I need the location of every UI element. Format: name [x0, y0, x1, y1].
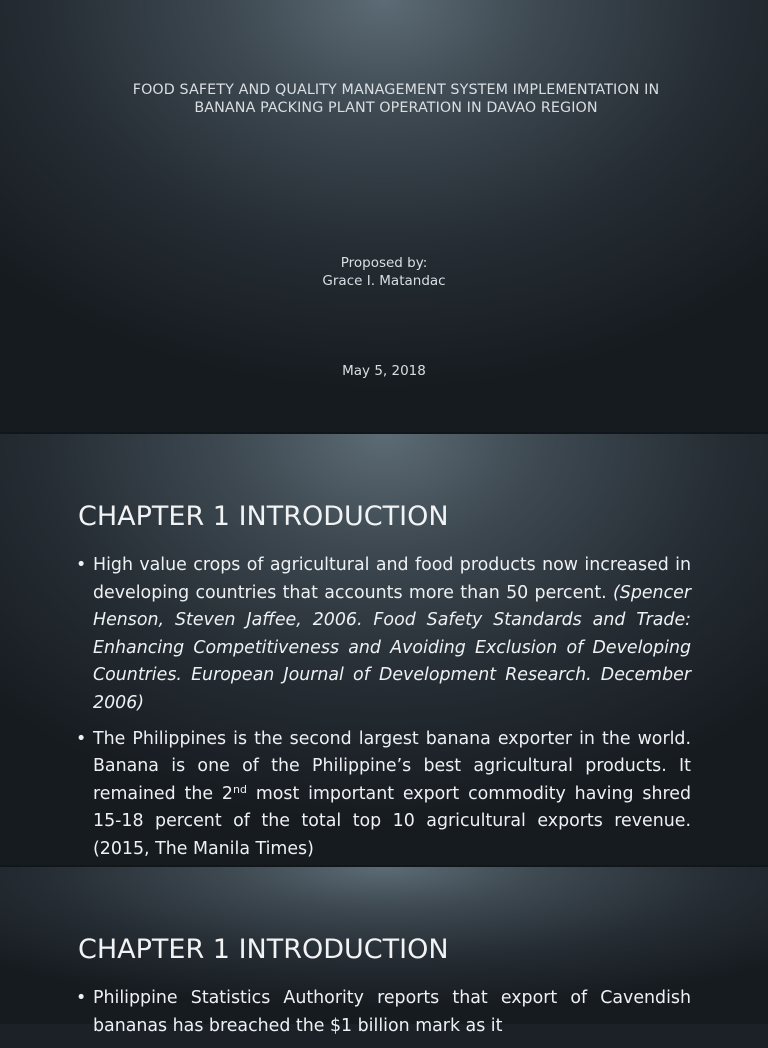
slide-heading: CHAPTER 1 INTRODUCTION [78, 934, 449, 965]
author-name: Grace I. Matandac [322, 273, 446, 289]
slide-heading: CHAPTER 1 INTRODUCTION [78, 501, 449, 532]
proposed-by-label: Proposed by: [340, 255, 428, 271]
bullet-item [76, 726, 691, 864]
bullet-marker: • [76, 728, 87, 749]
presentation-title [60, 82, 732, 117]
title-line-1: FOOD SAFETY AND QUALITY MANAGEMENT SYSTEM IMPLEMENTATION IN [132, 82, 660, 98]
bullet-text: High value crops of agricultural and food products now increased in developing countries that accounts more than 50 percent. [93, 555, 691, 603]
bullet-text: Philippine Statistics Authority reports that export of Cavendish bananas has breached the $1 billion mark as it [93, 988, 691, 1036]
bullet-item [76, 552, 691, 718]
bullet-marker: • [76, 988, 87, 1008]
title-line-2: BANANA PACKING PLANT OPERATION IN DAVAO REGION [194, 99, 598, 116]
bullet-item [76, 985, 691, 1040]
bullet-text: The Philippines is the second largest banana exporter in the world. Banana is one of the Philippine’s best agricultural products. It remained the 2 [93, 728, 691, 804]
bullet-text-continued: most important export commodity having shred 15-18 percent of the total top 10 agricultural exports revenue. (2015, The Manila Times) [93, 783, 691, 859]
presentation-date: May 5, 2018 [342, 363, 426, 379]
bullet-list [76, 552, 691, 872]
introduction-slide [0, 434, 768, 865]
introduction-slide-continued [0, 867, 768, 1036]
title-slide [0, 0, 768, 432]
bullet-marker: • [76, 555, 87, 575]
ordinal-superscript: nd [232, 782, 247, 796]
bullet-list [76, 985, 691, 1048]
bullet-citation: (Spencer Henson, Steven Jaffee, 2006. Food Safety Standards and Trade: Enhancing Competitiveness and Avoiding Exclusion of Developing Countries. European Journal of Development Research. December 2006) [93, 582, 691, 713]
